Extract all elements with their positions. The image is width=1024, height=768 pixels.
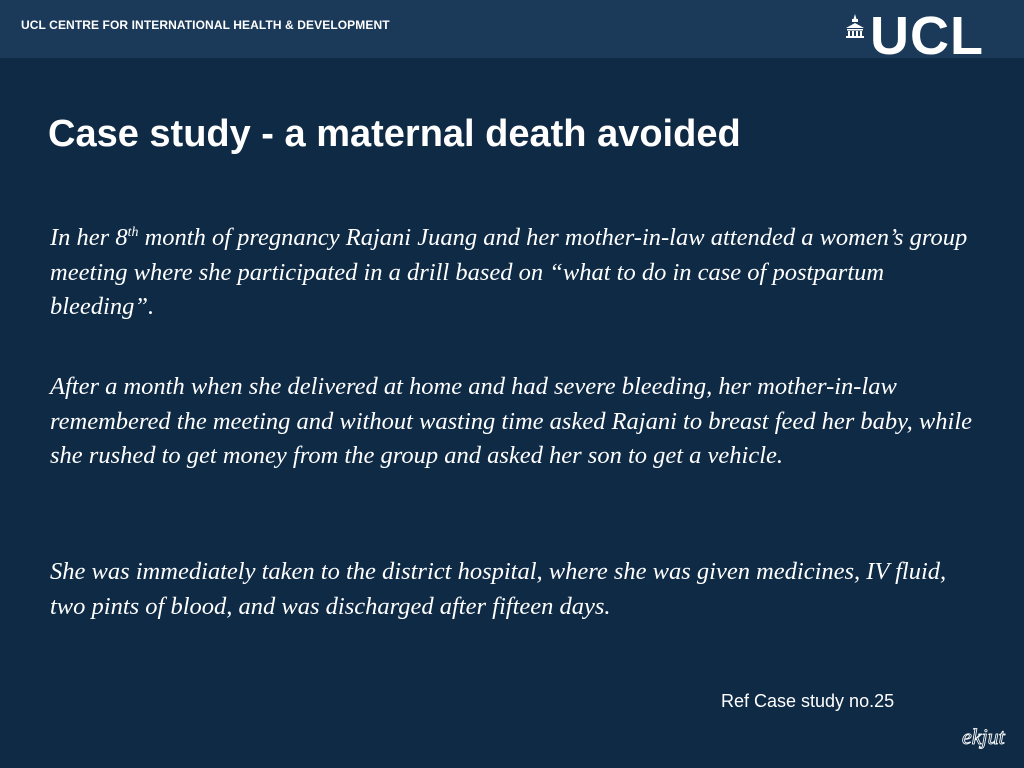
portico-icon	[846, 14, 864, 38]
header-bar	[0, 0, 1024, 58]
paragraph-1-start: In her 8	[50, 224, 128, 251]
paragraph-2: After a month when she delivered at home and had severe bleeding, her mother-in-law remembered the meeting and without wasting time asked Rajani to breast feed her baby, while she rushed to get money from the group and asked her son to get a vehicle.	[50, 373, 973, 469]
ucl-logo	[846, 14, 984, 58]
paragraph-1-rest: month of pregnancy Rajani Juang and her mother-in-law attended a women’s group meeting where she participated in a drill based on “what to do in case of postpartum bleeding”.	[50, 224, 968, 320]
org-name: UCL CENTRE FOR INTERNATIONAL HEALTH & DEVELOPMENT	[21, 18, 390, 32]
paragraph-1	[50, 221, 985, 325]
page-title: Case study - a maternal death avoided	[48, 113, 741, 155]
ordinal-suffix: th	[127, 225, 139, 240]
ucl-logo-text: UCL	[870, 14, 984, 58]
reference-note: Ref Case study no.25	[721, 691, 895, 711]
ekjut-logo: ekjut	[962, 724, 1005, 749]
paragraph-3: She was immediately taken to the district hospital, where she was given medicines, IV fluid, two pints of blood, and was discharged after fifteen days.	[50, 558, 947, 620]
